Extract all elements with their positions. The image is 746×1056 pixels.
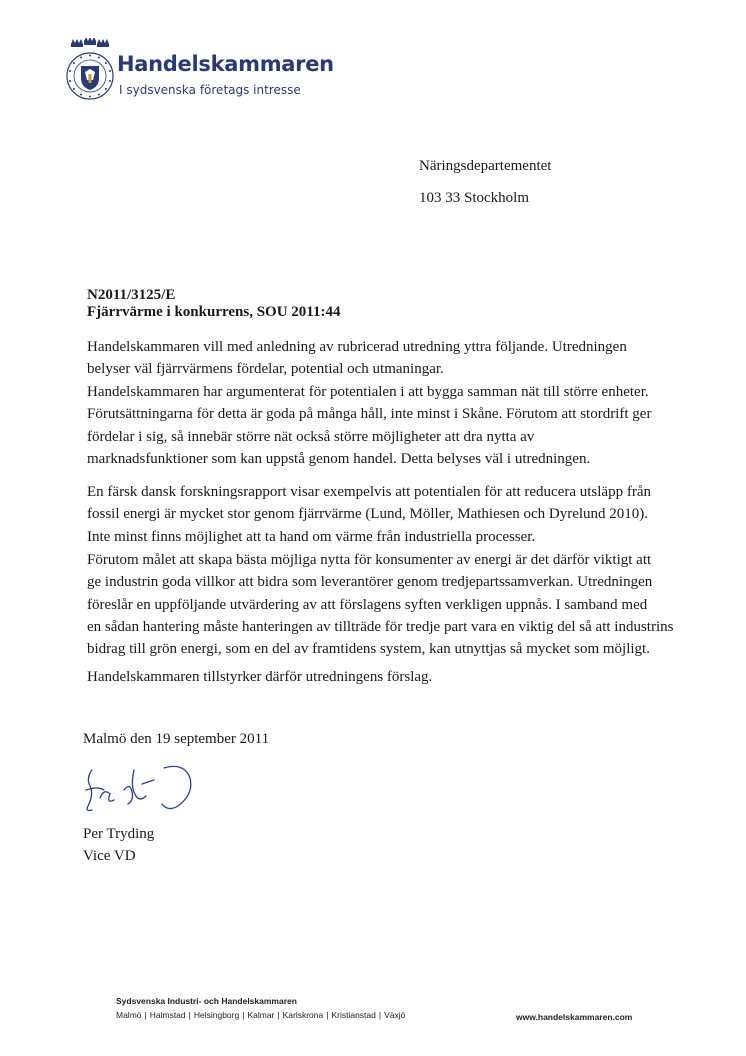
handwritten-signature <box>80 760 210 822</box>
organization-name: Handelskammaren <box>117 52 334 76</box>
body-paragraph-4 <box>87 549 677 660</box>
footer-city: Halmstad <box>149 1010 186 1020</box>
recipient-name: Näringsdepartementet <box>419 158 552 174</box>
paragraph-line: Handelskammaren har argumenterat för potentialen i att bygga samman nät till större enheter. <box>87 384 649 400</box>
body-paragraph-3 <box>87 481 677 548</box>
footer-city: Kristianstad <box>331 1010 376 1020</box>
footer-organization: Sydsvenska Industri- och Handelskammaren <box>116 996 297 1006</box>
footer-city: Växjö <box>384 1010 406 1020</box>
paragraph-line: marknadsfunktioner som kan uppstå genom handel. Detta belyses väl i utredningen. <box>87 450 591 467</box>
footer-city: Karlskrona <box>282 1010 324 1020</box>
footer-city: Malmö <box>116 1010 142 1020</box>
paragraph-line: Förutsättningarna för detta är goda på många håll, inte minst i Skåne. Förutom att stordrift ger <box>87 406 652 423</box>
letter-subject: Fjärrvärme i konkurrens, SOU 2011:44 <box>87 304 341 320</box>
paragraph-line: en sådan hantering måste hanteringen av tillträde för tredje part vara en viktig del så att industrins <box>87 618 674 635</box>
footer-city: Helsingborg <box>193 1010 240 1020</box>
paragraph-line: Handelskammaren vill med anledning av rubricerad utredning yttra följande. Utredningen <box>87 339 627 355</box>
footer-cities: Malmö | Halmstad | Helsingborg | Kalmar | Karlskrona | Kristianstad | Växjö <box>116 1010 406 1020</box>
paragraph-line: fossil energi är mycket stor genom fjärrvärme (Lund, Möller, Mathiesen och Dyrelund 2010). <box>87 506 649 523</box>
signer-name: Per Tryding <box>83 826 155 842</box>
footer-city: Kalmar <box>247 1010 275 1020</box>
body-paragraph-5 <box>87 666 677 688</box>
recipient-address: 103 33 Stockholm <box>419 190 530 206</box>
paragraph-line: ge industrin goda villkor att bidra som leverantörer genom tredjepartssamverkan. Utredningen <box>87 574 653 591</box>
paragraph-line: Inte minst finns möjlighet att ta hand om värme från industriella processer. <box>87 528 536 545</box>
paragraph-line: Förutom målet att skapa bästa möjliga nytta för konsumenter av energi är det därför viktigt att <box>87 552 652 568</box>
paragraph-line: föreslår en uppföljande utvärdering av att förslagens syften verkligen uppnås. I samband med <box>87 596 648 613</box>
body-paragraph-2 <box>87 381 677 470</box>
place-and-date: Malmö den 19 september 2011 <box>83 731 270 747</box>
chamber-emblem-icon <box>64 38 116 104</box>
paragraph-line: belyser väl fjärrvärmens fördelar, potential och utmaningar. <box>87 361 444 378</box>
organization-tagline: I sydsvenska företags intresse <box>119 83 301 97</box>
paragraph-line: En färsk dansk forskningsrapport visar exempelvis att potentialen för att reducera utsläpp från <box>87 484 651 500</box>
paragraph-line: bidrag till grön energi, som en del av framtidens system, kan utnyttjas så mycket som möjligt. <box>87 641 650 658</box>
body-paragraph-1 <box>87 336 677 381</box>
letterhead-logo <box>64 38 334 104</box>
footer-website-link[interactable]: www.handelskammaren.com <box>516 1012 633 1022</box>
paragraph-line: fördelar i sig, så innebär större nät också större möjligheter att dra nytta av <box>87 428 535 445</box>
paragraph-line: Handelskammaren tillstyrker därför utredningens förslag. <box>87 669 433 685</box>
signer-title: Vice VD <box>83 848 136 864</box>
reference-number: N2011/3125/E <box>87 287 176 303</box>
